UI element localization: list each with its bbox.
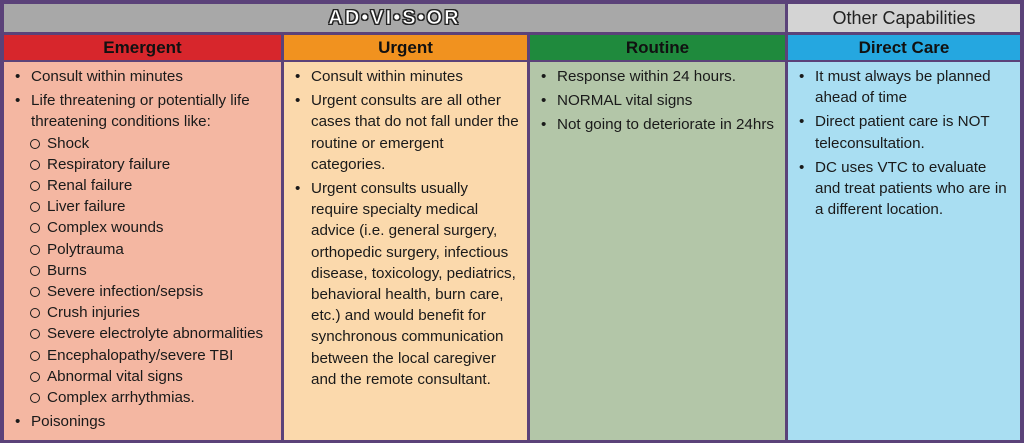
condition-item: Severe electrolyte abnormalities	[12, 323, 273, 344]
routine-bullet-2: • NORMAL vital signs	[538, 90, 777, 111]
urgent-bullet-1: • Consult within minutes	[292, 66, 519, 87]
direct-care-heading: Direct Care	[788, 35, 1020, 60]
condition-item: Crush injuries	[12, 302, 273, 323]
condition-item: Respiratory failure	[12, 154, 273, 175]
condition-item: Complex wounds	[12, 217, 273, 238]
other-capabilities-title: Other Capabilities	[788, 4, 1020, 32]
condition-item: Encephalopathy/severe TBI	[12, 345, 273, 366]
emergent-bullet-2-text: Life threatening or potentially life threatening conditions like:	[31, 92, 250, 131]
routine-column	[530, 62, 785, 440]
routine-bullet-3: • Not going to deteriorate in 24hrs	[538, 114, 777, 135]
routine-bullet-1: • Response within 24 hours.	[538, 66, 777, 87]
condition-item: Polytrauma	[12, 239, 273, 260]
emergent-bullet-2	[12, 90, 273, 132]
condition-item: Shock	[12, 133, 273, 154]
routine-heading: Routine	[530, 35, 785, 60]
emergent-heading: Emergent	[4, 35, 281, 60]
emergent-bullet-3: • Poisonings	[12, 411, 273, 432]
direct-care-bullet-1: • It must always be planned ahead of time	[796, 66, 1012, 108]
condition-item: Complex arrhythmias.	[12, 387, 273, 408]
condition-item: Renal failure	[12, 175, 273, 196]
emergent-bullet-1: • Consult within minutes	[12, 66, 273, 87]
condition-item: Severe infection/sepsis	[12, 281, 273, 302]
direct-care-column	[788, 62, 1020, 440]
condition-item: Burns	[12, 260, 273, 281]
advisor-title: AD•VI•S•OR	[4, 4, 785, 32]
condition-item: Abnormal vital signs	[12, 366, 273, 387]
urgent-bullet-2: • Urgent consults are all other cases that do not fall under the routine or emergent categories.	[292, 90, 519, 175]
urgent-column	[284, 62, 527, 440]
emergent-column	[4, 62, 281, 440]
direct-care-bullet-2: • Direct patient care is NOT teleconsultation.	[796, 111, 1012, 153]
direct-care-bullet-3: • DC uses VTC to evaluate and treat patients who are in a different location.	[796, 157, 1012, 221]
condition-item: Liver failure	[12, 196, 273, 217]
urgent-heading: Urgent	[284, 35, 527, 60]
urgent-bullet-3: • Urgent consults usually require specialty medical advice (i.e. general surgery, orthopedic surgery, infectious disease, toxicology, pediatrics, behavioral health, burn care, etc.) and would benefit for synchronous communication between the local caregiver and the remote consultant.	[292, 178, 519, 390]
